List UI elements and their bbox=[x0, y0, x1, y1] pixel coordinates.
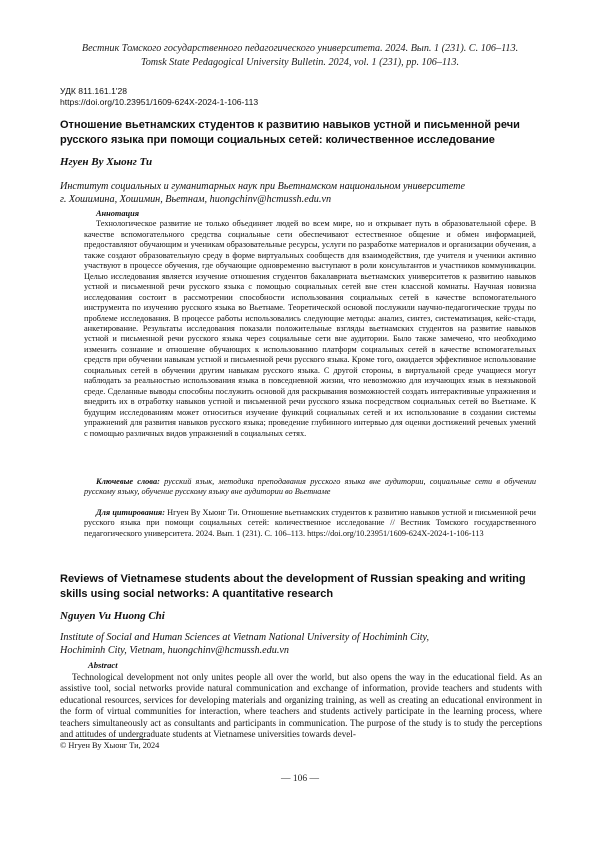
article-meta bbox=[60, 86, 258, 108]
keywords-ru-label: Ключевые слова: bbox=[96, 477, 160, 486]
affiliation-en bbox=[60, 631, 550, 658]
abstract-en bbox=[60, 660, 542, 741]
author-en: Nguyen Vu Huong Chi bbox=[60, 610, 165, 622]
abstract-ru-label: Аннотация bbox=[96, 209, 139, 218]
affiliation-ru-line1: Институт социальных и гуманитарных наук при Вьетнамском национальном университете bbox=[60, 181, 465, 192]
udk-code: УДК 811.161.1'28 bbox=[60, 86, 128, 96]
title-en: Reviews of Vietnamese students about the development of Russian speaking and writing skills using social networks: A quantitative research bbox=[60, 573, 526, 600]
copyright-note: © Нгуен Ву Хыонг Ти, 2024 bbox=[60, 741, 160, 750]
page-number: — 106 — bbox=[281, 774, 319, 784]
keywords-ru-text: русский язык, методика преподавания русского языка вне аудитории, социальные сети в обучении русскому языку, обучение русскому языку вне аудитории во Вьетнаме bbox=[84, 477, 537, 497]
citation-ru-label: Для цитирования: bbox=[96, 508, 165, 517]
journal-header bbox=[0, 42, 600, 70]
footnote-rule bbox=[60, 739, 150, 740]
affiliation-en-line1: Institute of Social and Human Sciences at Vietnam National University of Hochiminh City, bbox=[60, 632, 430, 643]
title-ru: Отношение вьетнамских студентов к развитию навыков устной и письменной речи русского языка при помощи социальных сетей: количественное исследование bbox=[60, 119, 520, 146]
abstract-ru-text: Технологическое развитие не только объединяет людей во всем мире, но и открывает путь в образовательной сфере. В качестве вспомогательного средства социальные сети обеспечивают естественное общение и обмен информацией, предоставляют обучающим и ученикам образовательные ресурсы, услуги по разработке материалов и организации обучения, а также создают образовательную среду в форме виртуальных сообществ для взаимодействия, где учителя и ученики активно участвуют в процессе обучения, где обучающие одновременно выступают в роли консультантов и участников коммуникации. Целью исследования является изучение отношения студентов бакалавриата вьетнамских университетов к развитию навыков устной и письменной речи русского языка с помощью социальных сетей вне стен классной комнаты. Научная новизна исследования состоит в рассмотрении способности использования социальных сетей в качестве вспомогательного инструмента по изучению русского языка во Вьетнаме. Теоретической основой послужили научно-педагогические труды по проблеме исследования. В процессе работы использовались следующие методы: анализ, синтез, систематизация, кейс-стади, анкетирование. Результаты исследования показали положительные взгляды вьетнамских студентов на развитие навыков устной и письменной речи русского языка через социальные сети вне аудитории. Было также замечено, что необходимо изменить сознание и отношение обучающих к использованию платформ социальных сетей в качестве вспомогательных средств при обучении навыкам устной и письменной речи русского языка. Кроме того, ожидается эффективное использование социальных сетей в обучении другим навыкам русского языка. С другой стороны, в виртуальной среде учащиеся могут наблюдать за реальностью использования языка в повседневной жизни, что невозможно для изучающих язык в неязыковой среде. Сделанные выводы способны послужить основой для раскрывания возможностей создать интерактивные упражнения и внедрить их в отработку навыков устной и письменной речи русского языка посредством социальных сетей во Вьетнаме. К будущим исследованиям может относиться изучение функций социальных сетей и их использование в создании системы упражнений для развития навыков русского языка; проведение глубинного интервью для оценки достижений речевых умений с помощью различных видов упражнений в социальных сетях. bbox=[84, 219, 536, 438]
affiliation-ru-line2: г. Хошимина, Хошимин, Вьетнам, huongchinv@hcmussh.edu.vn bbox=[60, 194, 332, 206]
citation-ru-text: Нгуен Ву Хыонг Ти. Отношение вьетнамских студентов к развитию навыков устной и письменной речи русского языка при помощи социальных сетей: количественное исследование // Вестник Томского государственного педагогического университета. 2024. Вып. 1 (231). С. 106–113. https://doi.org/10.23951/1609-624X-2024-1-106-113 bbox=[84, 508, 536, 538]
keywords-ru bbox=[84, 477, 536, 498]
abstract-en-text: Technological development not only unites people all over the world, but also opens the way in the educational field. As an assistive tool, social networks provide natural communication and exchange of information, provide teachers and students with educational resources, services for developing materials and organizing training, as well as creating an educational environment in the form of virtual communities for interaction, where teachers and students actively participate in the learning process, where teachers simultaneously act as consultants and participants in communication. The purpose of the study is to study the perceptions and attitudes of undergraduate students at Vietnamese universities towards devel- bbox=[60, 671, 542, 739]
journal-header-ru: Вестник Томского государственного педагогического университета. 2024. Вып. 1 (231). С. 106–113. bbox=[81, 43, 519, 54]
affiliation-ru bbox=[60, 180, 550, 207]
doi-link[interactable]: https://doi.org/10.23951/1609-624X-2024-1-106-113 bbox=[60, 97, 259, 107]
affiliation-en-line2: Hochiminh City, Vietnam, huongchinv@hcmussh.edu.vn bbox=[60, 645, 290, 657]
abstract-ru bbox=[84, 209, 536, 439]
journal-header-en: Tomsk State Pedagogical University Bulletin. 2024, vol. 1 (231), pp. 106–113. bbox=[140, 57, 460, 68]
author-ru: Нгуен Ву Хыонг Ти bbox=[60, 156, 153, 168]
citation-ru bbox=[84, 508, 536, 539]
abstract-en-label: Abstract bbox=[88, 660, 118, 670]
